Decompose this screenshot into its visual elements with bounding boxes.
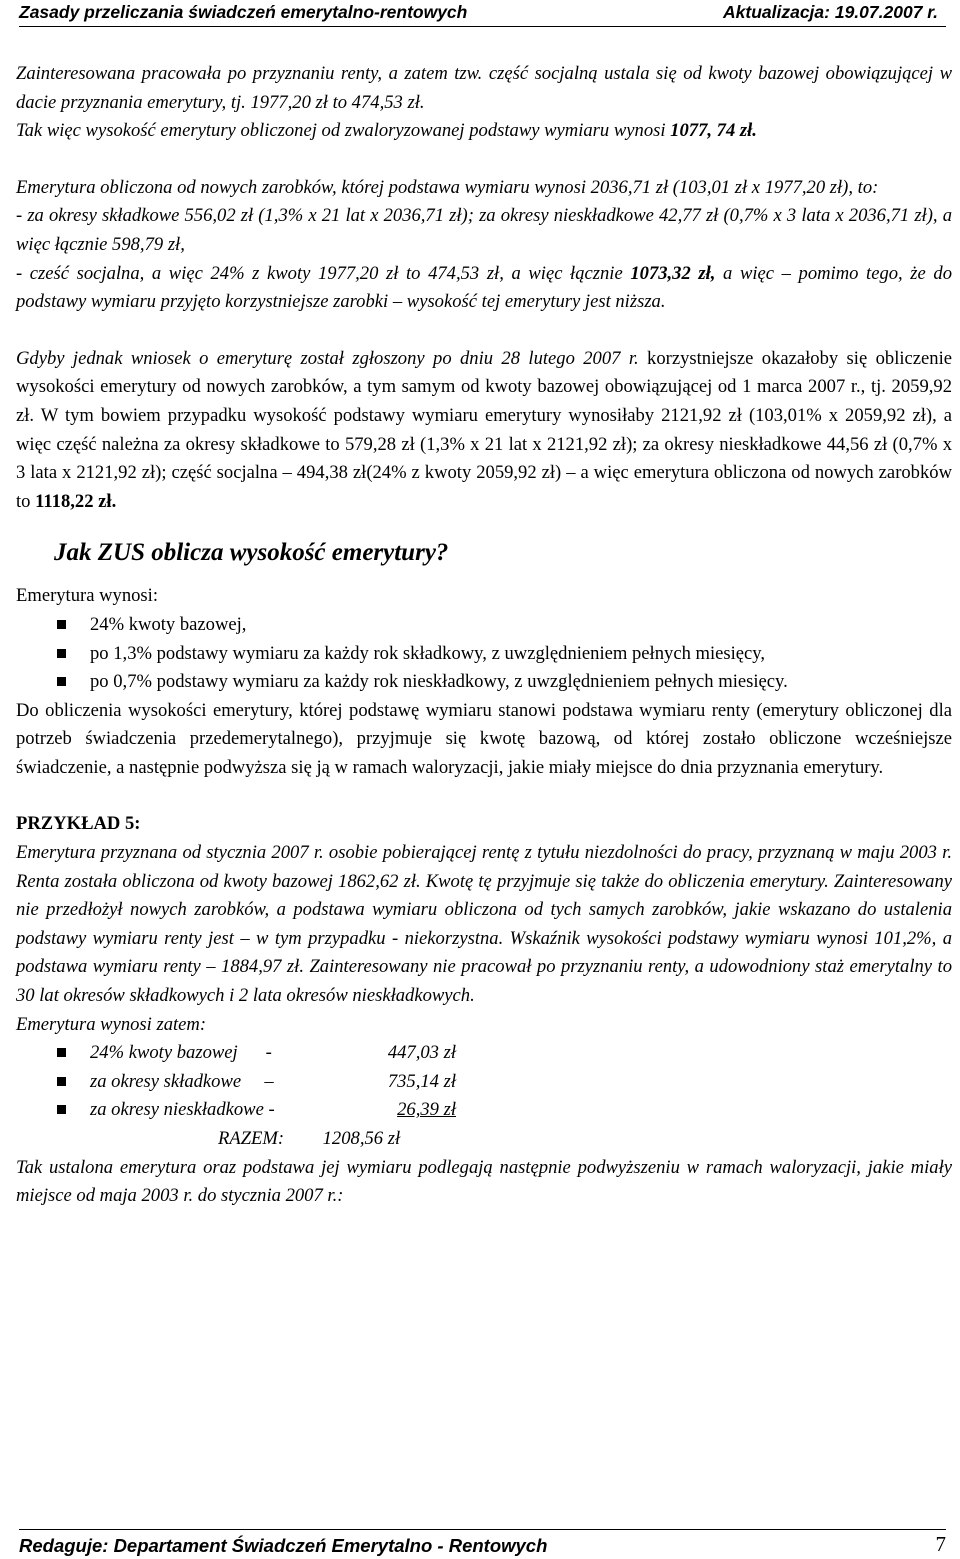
example-intro: Emerytura wynosi zatem: (16, 1013, 207, 1035)
alternative-text: korzystniejsze okazałoby się obliczenie wysokości emerytury od nowych zarobków, a tym samym od kwoty bazowej obowiązującej od 1 marca 2007 r., tj. 2059,92 zł. W tym bowiem przypadku wysokość podstawy wymiaru emerytury wynosiłaby 2121,92 zł (103,01% x 2059,92 zł), a więc część należna za okresy składkowe to 579,28 zł (1,3% x 21 lat x 2121,92 zł); za okresy nieskładkowe 44,56 zł (0,7% x 3 lata x 2121,92 zł); część socjalna – 494,38 zł(24% z kwoty 2059,92 zł) – a więc emerytura obliczona od nowych zarobków to (16, 347, 952, 512)
item-amount: 26,39 zł (397, 1099, 456, 1121)
list-item: po 0,7% podstawy wymiaru za każdy rok nieskładkowy, z uwzględnieniem pełnych miesięcy. (16, 668, 952, 697)
page-header (19, 0, 946, 27)
item-amount: 735,14 zł (387, 1070, 456, 1092)
paragraph-new-earnings: Emerytura obliczona od nowych zarobków, której podstawa wymiaru wynosi 2036,71 zł (103,01 zł x 1977,20 zł), to: (16, 176, 879, 198)
paragraph-result (16, 117, 952, 146)
social-part-total: 1073,32 zł, (630, 262, 716, 284)
example-title: PRZYKŁAD 5: (16, 813, 141, 835)
footer-editor: Redaguje: Departament Świadczeń Emerytalno - Rentowych (19, 1535, 548, 1556)
item-name: za okresy nieskładkowe - (90, 1099, 275, 1121)
social-part-text: - cześć socjalna, a więc 24% z kwoty 1977,20 zł to 474,53 zł, a więc łącznie (16, 262, 631, 284)
list-item: 24% kwoty bazowej, (16, 611, 952, 640)
paragraph-socjalna: Zainteresowana pracowała po przyznaniu renty, a zatem tzw. część socjalną ustala się od kwoty bazowej obowiązującej w dacie przyznania emerytury, tj. 1977,20 zł to 474,53 zł. (16, 63, 952, 113)
contribution-line: - za okresy składkowe 556,02 zł (1,3% x 21 lat x 2036,71 zł); za okresy nieskładkowe 42,77 zł (0,7% x 3 lata x 2036,71 zł), a więc łącznie 598,79 zł, (16, 205, 952, 255)
result-amount: 1077, 74 zł. (670, 120, 757, 142)
paragraph-base-amount: Do obliczenia wysokości emerytury, której podstawę wymiaru stanowi podstawa wymiaru renty (emerytury obliczonej dla potrzeb świadczenia przedemerytalnego), przyjmuje się kwotę bazową, od której zostało obliczone wcześniejsze świadczenie, a następnie podwyższa się ją w ramach waloryzacji, jakie miały miejsce do dnia przyznania emerytury. (16, 699, 952, 778)
page-content (16, 60, 952, 1211)
list-item (16, 1096, 952, 1125)
list-item (16, 1068, 952, 1097)
list-item (16, 1039, 952, 1068)
list-item: po 1,3% podstawy wymiaru za każdy rok składkowy, z uwzględnieniem pełnych miesięcy, (16, 640, 952, 669)
alternative-amount: 1118,22 zł. (35, 490, 117, 512)
item-name: za okresy składkowe – (90, 1070, 274, 1092)
page-footer (19, 1529, 946, 1558)
total-label: RAZEM: (218, 1128, 285, 1149)
item-amount: 447,03 zł (387, 1042, 456, 1064)
example-total (16, 1125, 952, 1154)
item-name: 24% kwoty bazowej - (90, 1042, 272, 1064)
pension-components-list (16, 611, 952, 697)
paragraph-alternative (16, 345, 952, 517)
example-closing: Tak ustalona emerytura oraz podstawa jej wymiaru podlegają następnie podwyższeniu w ramach waloryzacji, jakie miały miejsce od maja 2003 r. do stycznia 2007 r.: (16, 1156, 952, 1207)
social-part-conclusion: a więc – pomimo tego, że do podstawy wymiaru przyjęto korzystniejsze zarobki – wysokość tej emerytury jest niższa. (16, 262, 952, 313)
social-part-line (16, 260, 952, 317)
update-date: Aktualizacja: 19.07.2007 r. (723, 2, 938, 22)
page-number: 7 (935, 1532, 946, 1556)
section-heading: Jak ZUS oblicza wysokość emerytury? (54, 539, 449, 567)
result-text: Tak więc wysokość emerytury obliczonej od zwaloryzowanej podstawy wymiaru wynosi (16, 120, 671, 142)
example-text: Emerytura przyznana od stycznia 2007 r. osobie pobierającej rentę z tytułu niezdolności do pracy, przyznaną w maju 2003 r. Renta została obliczona od kwoty bazowej 1862,62 zł. Kwotę tę przyjmuje się także do obliczenia emerytury. Zainteresowany nie przedłożył nowych zarobków, a podstawa wymiaru obliczona od tych samych zarobków, jakie wskazano do ustalenia podstawy wymiaru renty jest – w tym przypadku - niekorzystna. Wskaźnik wysokości podstawy wymiaru wynosi 101,2%, a podstawa wymiaru renty – 1884,97 zł. Zainteresowany nie pracował po przyznaniu renty, a udowodniony staż emerytalny to 30 lat okresów składkowych i 2 lata okresów nieskładkowych. (16, 842, 952, 1007)
alternative-condition: Gdyby jednak wniosek o emeryturę został zgłoszony po dniu 28 lutego 2007 r. (16, 347, 639, 369)
example-breakdown-list (16, 1039, 952, 1125)
document-title: Zasady przeliczania świadczeń emerytalno-rentowych (19, 2, 468, 22)
total-amount: 1208,56 zł (322, 1128, 401, 1149)
pension-intro: Emerytura wynosi: (16, 585, 159, 607)
